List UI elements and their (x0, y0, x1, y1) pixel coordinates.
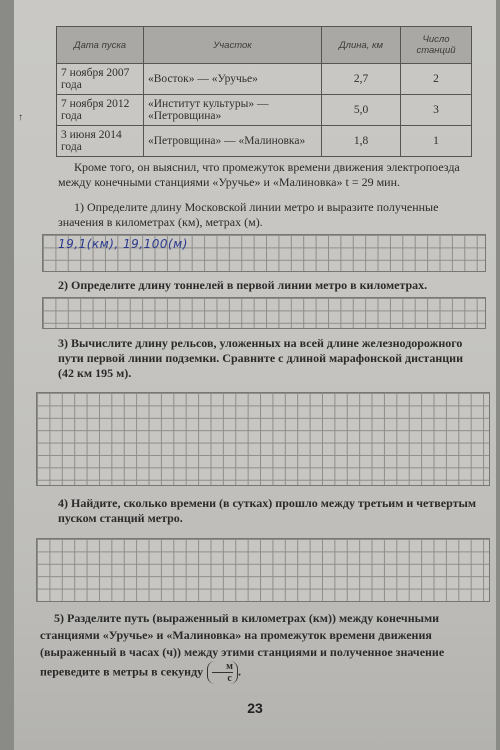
task-1-text: 1) Определите длину Московской линии метро и выразите полученные значения в километрах (км), метрах (м). (58, 200, 439, 229)
workbook-page (14, 0, 496, 750)
cell-section: «Петровщина» — «Малиновка» (144, 126, 322, 157)
cell-date: 7 ноября 2012 года (57, 95, 144, 126)
cell-section: «Институт культуры» — «Петровщина» (144, 95, 322, 126)
task-5-end: . (237, 664, 241, 679)
task-2-text: 2) Определите длину тоннелей в первой линии метро в километрах. (58, 278, 428, 292)
fraction-denominator: с (227, 673, 232, 684)
page-number: 23 (247, 700, 263, 716)
answer-grid-4[interactable] (36, 538, 490, 602)
fraction-numerator: м (212, 661, 233, 673)
velocity-unit-fraction (207, 661, 238, 684)
cell-date: 3 июня 2014 года (57, 126, 144, 157)
cell-length: 5,0 (322, 95, 401, 126)
margin-mark: ↑ (18, 112, 23, 123)
answer-grid-2[interactable] (42, 297, 486, 329)
cell-section: «Восток» — «Уручье» (144, 64, 322, 95)
task-5-body: 5) Разделите путь (выраженный в километрах (км)) между конечными станциями «Уручье» и «Малиновка» на промежуток времени движения (выраженный в часах (ч)) между этими станциями и полученное значение переведите в метры в секунду (40, 611, 445, 679)
header-stations: Число станций (401, 27, 472, 64)
launch-table (56, 26, 472, 157)
cell-stations: 1 (401, 126, 472, 157)
header-section: Участок (144, 27, 322, 64)
cell-length: 1,8 (322, 126, 401, 157)
intro-text: Кроме того, он выяснил, что промежуток времени движения электропоезда между конечными станциями «Уручье» и «Малиновка» t = 29 мин. (58, 160, 460, 189)
header-length: Длина, км (322, 27, 401, 64)
task-3-text: 3) Вычислите длину рельсов, уложенных на всей длине железнодорожного пути первой линии подземки. Сравните с длиной марафонской дистанции (42 км 195 м). (58, 336, 463, 380)
table-row (57, 95, 472, 126)
cell-stations: 3 (401, 95, 472, 126)
task-5-text (40, 610, 488, 684)
handwritten-answer: 19,1(км), 19,100(м) (58, 237, 188, 251)
table-header-row (57, 27, 472, 64)
table-row (57, 64, 472, 95)
answer-grid-3[interactable] (36, 392, 490, 486)
table-row (57, 126, 472, 157)
cell-length: 2,7 (322, 64, 401, 95)
cell-date: 7 ноября 2007 года (57, 64, 144, 95)
header-date: Дата пуска (57, 27, 144, 64)
cell-stations: 2 (401, 64, 472, 95)
task-4-text: 4) Найдите, сколько времени (в сутках) прошло между третьим и четвертым пуском станций метро. (58, 496, 477, 525)
